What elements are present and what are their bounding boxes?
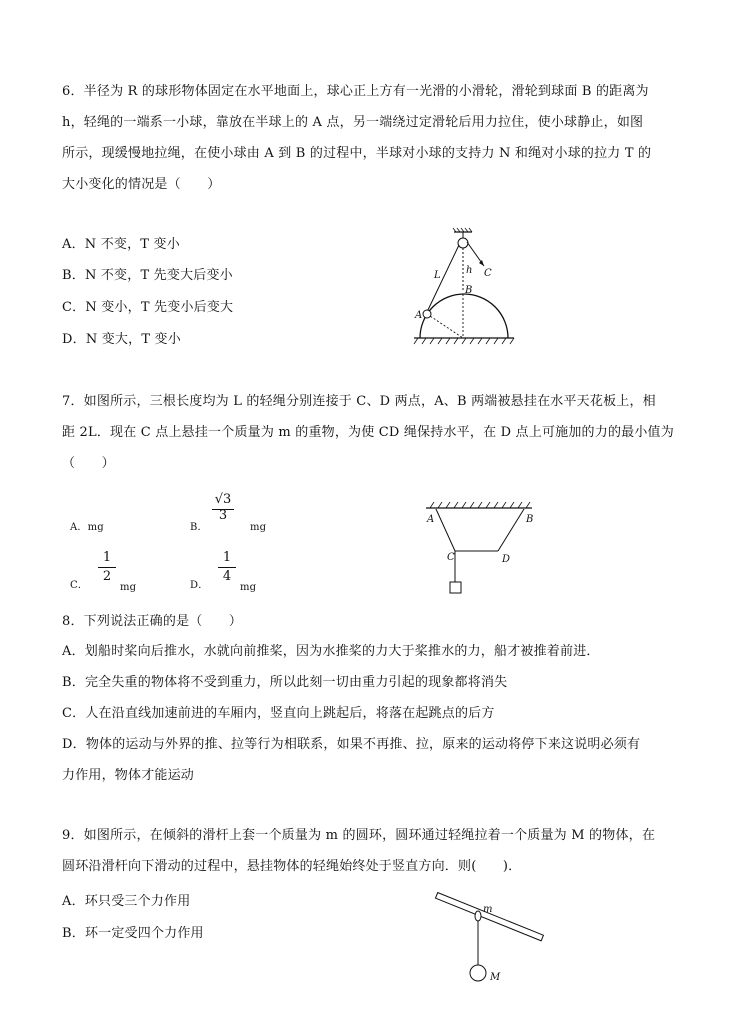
q6-text-line-1: 6．半径为 R 的球形物体固定在水平地面上，球心正上方有一光滑的小滑轮，滑轮到球面 B 的距离为 — [62, 84, 649, 99]
q7-option-c-fraction-bar — [98, 567, 116, 568]
q6-support-hatch — [453, 228, 472, 232]
q6-label-c: C — [484, 268, 492, 279]
q7-label-b: B — [526, 514, 534, 525]
q7-option-b-fraction-bar — [212, 509, 234, 510]
q7-option-d-fraction-bar — [218, 567, 236, 568]
q8-option-c: C．人在沿直线加速前进的车厢内，竖直向上跳起后，将落在起跳点的后方 — [62, 706, 495, 721]
q6-pulley — [458, 238, 468, 248]
q6-text-line-2: h，轻绳的一端系一小球，靠放在半球上的 A 点，另一端绕过定滑轮后用力拉住，使小球静止，如图 — [62, 115, 644, 130]
q8-stem: 8．下列说法正确的是（ ） — [62, 614, 243, 629]
q9-label-m: m — [483, 904, 493, 915]
q6-hemisphere — [420, 294, 508, 338]
q9-ring — [475, 911, 481, 921]
q9-label-M: M — [490, 972, 501, 983]
q7-option-d-unit: mg — [240, 582, 257, 593]
q8-option-d: D．物体的运动与外界的推、拉等行为相联系，如果不再推、拉，原来的运动将停下来这说明必须有 — [62, 737, 641, 752]
q7-option-b-letter: B． — [190, 522, 208, 533]
q7-three-rope-figure — [420, 500, 540, 600]
q6-text-line-3: 所示，现缓慢地拉绳，在使小球由 A 到 B 的过程中，半球对小球的支持力 N 和绳对小球的拉力 T 的 — [62, 146, 652, 161]
q8-option-a: A．划船时桨向后推水，水就向前推桨，因为水推桨的力大于桨推水的力，船才被推着前进． — [62, 644, 600, 659]
q9-option-b: B．环一定受四个力作用 — [62, 926, 204, 941]
q6-label-a: A — [415, 310, 423, 321]
q7-label-a: A — [427, 514, 435, 525]
q7-option-b-unit: mg — [250, 522, 267, 533]
q7-option-d-denominator: 4 — [222, 569, 232, 584]
q7-option-c-letter: C． — [70, 580, 89, 591]
q6-option-b: B．N 不变，T 先变大后变小 — [62, 268, 233, 283]
q7-option-b-numerator: √3 — [214, 492, 232, 507]
q7-option-d-letter: D． — [190, 580, 209, 591]
q7-label-d: D — [502, 554, 511, 565]
q7-option-c-numerator: 1 — [102, 550, 112, 565]
q8-option-d-continued: 力作用，物体才能运动 — [62, 768, 195, 783]
q9-text-line-2: 圆环沿滑杆向下滑动的过程中，悬挂物体的轻绳始终处于竖直方向．则( )． — [62, 859, 522, 874]
q6-label-l: L — [434, 270, 441, 281]
q7-ceiling-hatch — [430, 502, 530, 508]
q6-label-b: B — [465, 285, 473, 296]
q7-text-line-3: （ ） — [62, 456, 115, 471]
q7-option-d-numerator: 1 — [222, 550, 232, 565]
q7-option-c-unit: mg — [120, 582, 137, 593]
q7-rope-ac — [436, 509, 455, 551]
q9-text-line-1: 9．如图所示，在倾斜的滑杆上套一个质量为 m 的圆环，圆环通过轻绳拉着一个质量为 M 的物体，在 — [62, 828, 656, 843]
q8-option-b: B．完全失重的物体将不受到重力，所以此刻一切由重力引起的现象都将消失 — [62, 675, 508, 690]
q7-label-c: C — [447, 552, 455, 563]
q6-ball — [423, 310, 431, 318]
q9-inclined-rod — [435, 893, 543, 941]
q7-option-c-fraction — [98, 550, 116, 585]
q9-ring-on-rod-figure — [430, 888, 550, 988]
q6-rope-l — [427, 245, 459, 312]
q9-option-a: A．环只受三个力作用 — [62, 894, 191, 909]
q9-hanging-ball — [470, 965, 486, 981]
q6-option-c: C．N 变小，T 先变小后变大 — [62, 300, 234, 315]
q6-text-line-4: 大小变化的情况是（ ） — [62, 177, 221, 192]
q7-text-line-1: 7．如图所示，三根长度均为 L 的轻绳分别连接于 C、D 两点，A、B 两端被悬挂在水平天花板上，相 — [62, 394, 656, 409]
q6-hemisphere-pulley-figure — [410, 228, 520, 350]
q6-option-a: A．N 不变，T 变小 — [62, 237, 180, 252]
q6-option-d: D．N 变大，T 变小 — [62, 332, 181, 347]
q6-label-h: h — [466, 265, 473, 276]
q7-option-a: A．mg — [70, 522, 104, 533]
q7-text-line-2: 距 2L．现在 C 点上悬挂一个质量为 m 的重物，为使 CD 绳保持水平，在 D 点上可施加的力的最小值为 — [62, 425, 674, 440]
q6-ground-hatch — [414, 338, 514, 344]
q7-option-b-denominator: 3 — [218, 508, 228, 523]
q7-option-d-fraction — [218, 550, 236, 585]
q7-option-c-denominator: 2 — [102, 569, 112, 584]
q7-option-b-fraction — [212, 492, 234, 524]
q7-weight-box — [450, 582, 461, 593]
q7-rope-db — [498, 509, 524, 551]
